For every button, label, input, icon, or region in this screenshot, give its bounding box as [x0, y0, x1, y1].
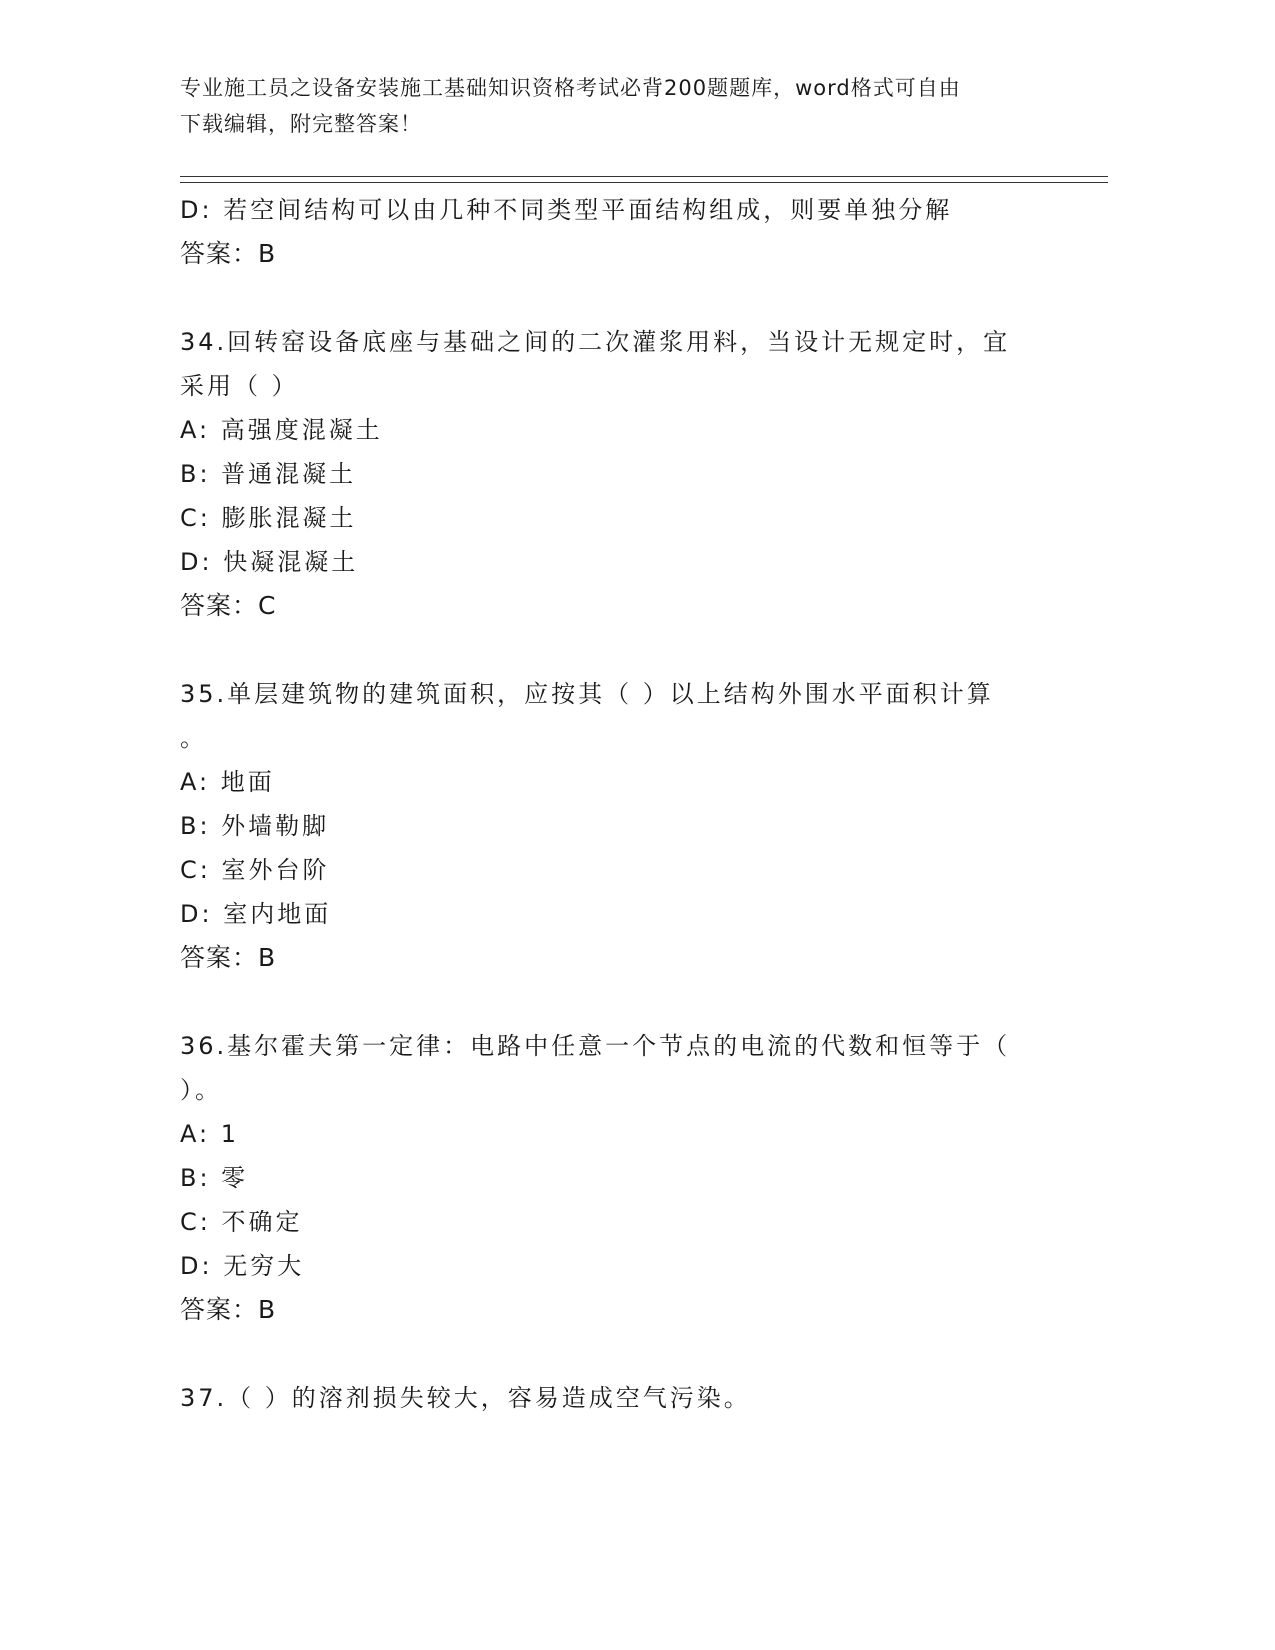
option-d: D: 无穷大: [180, 1252, 305, 1280]
option-b: B: 外墙勒脚: [180, 812, 330, 840]
option-d: D: 室内地面: [180, 900, 332, 928]
option-a: A: 高强度混凝土: [180, 416, 383, 444]
question-text: 34.回转窑设备底座与基础之间的二次灌浆用料，当设计无规定时，宜: [180, 328, 1011, 356]
document-body: [180, 188, 1060, 1420]
question-text-cont: 采用（ ）: [180, 372, 299, 400]
spacer: [180, 980, 1060, 1024]
option-d: D: 若空间结构可以由几种不同类型平面结构组成，则要单独分解: [180, 196, 953, 224]
option-c: C: 室外台阶: [180, 856, 330, 884]
question-33-tail: [180, 188, 1060, 276]
header-line-1: 专业施工员之设备安装施工基础知识资格考试必背200题题库，word格式可自由: [180, 76, 961, 100]
header-line-2: 下载编辑，附完整答案！: [180, 112, 422, 136]
question-text: 35.单层建筑物的建筑面积，应按其（ ）以上结构外围水平面积计算: [180, 680, 994, 708]
question-text-cont: ）。: [180, 1076, 222, 1104]
question-34: [180, 320, 1060, 628]
answer: 答案：B: [180, 1295, 277, 1324]
page-header: [180, 70, 1060, 142]
option-c: C: 不确定: [180, 1208, 303, 1236]
option-b: B: 零: [180, 1164, 249, 1192]
question-text: 37.（ ）的溶剂损失较大，容易造成空气污染。: [180, 1384, 751, 1412]
answer: 答案：C: [180, 591, 277, 620]
option-a: A: 1: [180, 1120, 239, 1148]
question-35: [180, 672, 1060, 980]
question-text-cont: 。: [180, 724, 207, 752]
option-d: D: 快凝混凝土: [180, 548, 359, 576]
spacer: [180, 1332, 1060, 1376]
spacer: [180, 276, 1060, 320]
header-divider: [180, 176, 1108, 183]
question-36: [180, 1024, 1060, 1332]
option-a: A: 地面: [180, 768, 275, 796]
question-37: [180, 1376, 1060, 1420]
question-text: 36.基尔霍夫第一定律：电路中任意一个节点的电流的代数和恒等于（: [180, 1032, 1011, 1060]
option-c: C: 膨胀混凝土: [180, 504, 357, 532]
answer: 答案：B: [180, 943, 277, 972]
answer: 答案：B: [180, 239, 277, 268]
spacer: [180, 628, 1060, 672]
option-b: B: 普通混凝土: [180, 460, 357, 488]
